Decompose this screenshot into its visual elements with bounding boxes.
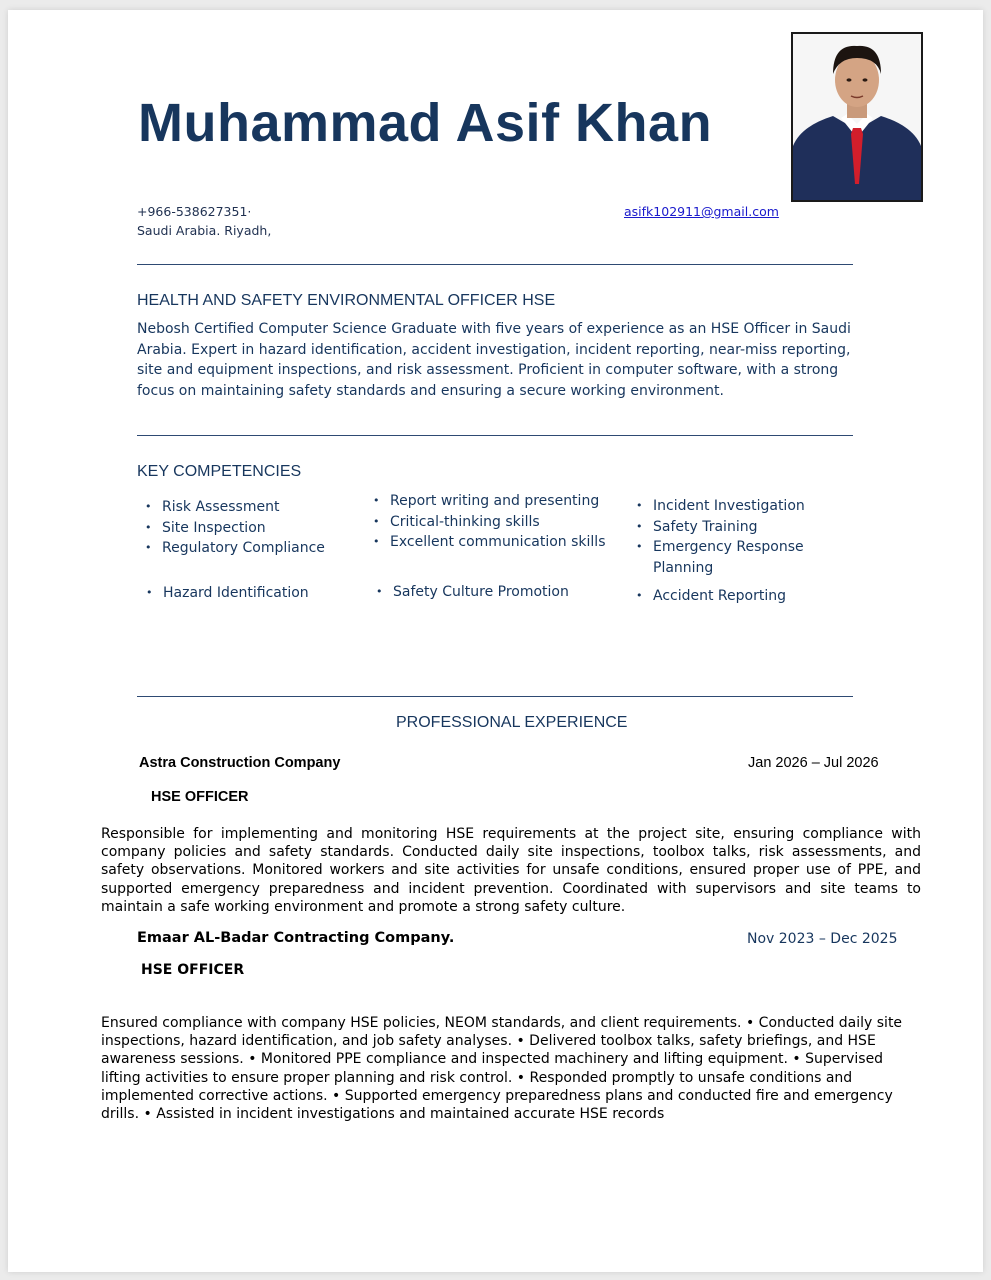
job-description: Ensured compliance with company HSE policies, NEOM standards, and client requirements. • Conducted daily site inspections, hazard identification, and job safety analyses. • Delivered toolbox talks, safety briefings, and HSE awareness sessions. • Monitored PPE compliance and inspected machinery and lifting equipment. • Supervised lifting activities to ensure proper planning and risk control. • Responded promptly to unsafe conditions and implemented corrective actions. • Supported emergency preparedness plans and conducted fire and emergency drills. • Assisted in incident investigations and maintained accurate HSE records: [101, 1015, 903, 1123]
employment-dates: Jan 2026 – Jul 2026: [748, 755, 879, 771]
divider: [137, 696, 853, 697]
email-link[interactable]: asifk102911@gmail.com: [624, 204, 779, 219]
list-item: • Report writing and presenting: [373, 491, 605, 512]
list-item: • Hazard Identification: [146, 583, 309, 604]
profile-photo: [791, 32, 923, 202]
divider: [137, 264, 853, 265]
competencies-row-2-item-1: [146, 583, 309, 604]
list-item: • Accident Reporting: [636, 586, 786, 607]
summary-text: Nebosh Certified Computer Science Graduate with five years of experience as an HSE Officer in Saudi Arabia. Expert in hazard identification, accident investigation, incident reporting, near-miss reporting, site and equipment inspections, and risk assessment. Proficient in computer software, with a strong focus on maintaining safety standards and ensuring a secure working environment.: [137, 321, 851, 399]
list-item: • Regulatory Compliance: [145, 538, 325, 559]
list-item: • Critical-thinking skills: [373, 512, 605, 533]
list-item: • Emergency Response Planning: [636, 537, 813, 578]
list-item: • Incident Investigation: [636, 496, 813, 517]
resume-page: [8, 10, 983, 1272]
competencies-column-2: [373, 491, 605, 553]
phone-number: +966-538627351·: [137, 204, 252, 219]
job-role: HSE OFFICER: [151, 789, 249, 805]
candidate-name: Muhammad Asif Khan: [138, 93, 713, 153]
list-item: • Site Inspection: [145, 518, 325, 539]
competencies-column-1: [145, 497, 325, 559]
summary-title: HEALTH AND SAFETY ENVIRONMENTAL OFFICER HSE: [137, 292, 556, 309]
company-name: Emaar AL-Badar Contracting Company.: [137, 930, 455, 946]
competencies-title: KEY COMPETENCIES: [137, 463, 302, 480]
divider: [137, 435, 853, 436]
list-item: • Safety Culture Promotion: [376, 582, 569, 603]
experience-title: PROFESSIONAL EXPERIENCE: [396, 714, 628, 731]
competencies-row-2-item-2: [376, 582, 569, 603]
job-role: HSE OFFICER: [141, 962, 245, 978]
location: Saudi Arabia. Riyadh,: [137, 223, 272, 238]
competencies-column-3: [636, 496, 813, 578]
list-item: • Risk Assessment: [145, 497, 325, 518]
list-item: • Safety Training: [636, 517, 813, 538]
job-description: Responsible for implementing and monitoring HSE requirements at the project site, ensuring compliance with company policies and safety standards. Conducted daily site inspections, toolbox talks, risk assessments, and safety observations. Monitored workers and site activities for unsafe conditions, ensured proper use of PPE, and supported emergency preparedness and incident prevention. Coordinated with supervisors and site teams to maintain a safe working environment and promote a strong safety culture.: [101, 826, 921, 915]
company-name: Astra Construction Company: [139, 755, 341, 771]
employment-dates: Nov 2023 – Dec 2025: [747, 931, 898, 947]
list-item: • Excellent communication skills: [373, 532, 605, 553]
competencies-row-2-item-3: [636, 586, 786, 607]
profile-photo-image: [793, 34, 921, 200]
